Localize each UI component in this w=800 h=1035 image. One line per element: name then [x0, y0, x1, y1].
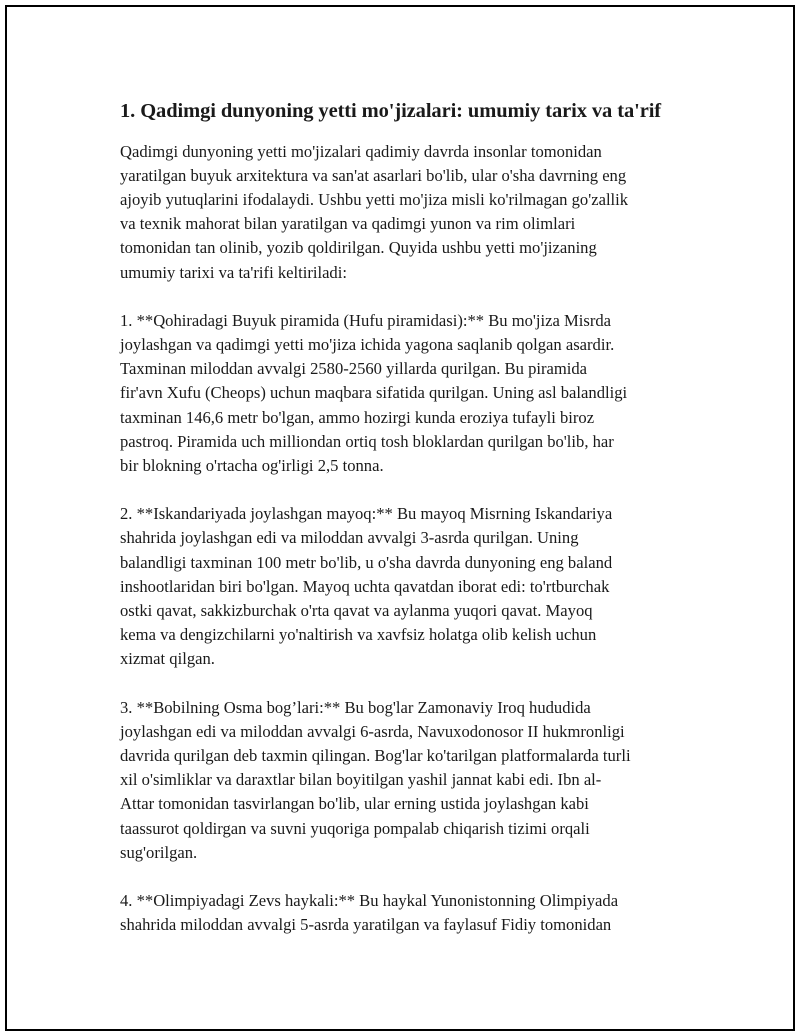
paragraph-great-pyramid: 1. **Qohiradagi Buyuk piramida (Hufu piramidasi):** Bu mo'jiza Misrda joylashgan va qadimgi yetti mo'jiza ichida yagona saqlanib qolgan asardir. Taxminan miloddan avvalgi 2580-2560 yillarda qurilgan. Bu piramida fir'avn Xufu (Cheops) uchun maqbara sifatida qurilgan. Uning asl balandligi taxminan 146,6 metr bo'lgan, ammo hozirgi kunda eroziya tufayli biroz pastroq. Piramida uch milliondan ortiq tosh bloklardan qurilgan bo'lib, har bir blokning o'rtacha og'irligi 2,5 tonna. [120, 310, 628, 476]
paragraph-intro: Qadimgi dunyoning yetti mo'jizalari qadimiy davrda insonlar tomonidan yaratilgan buyuk arxitektura va san'at asarlari bo'lib, ular o'sha davrning eng ajoyib yutuqlarini ifodalaydi. Ushbu yetti mo'jiza misli ko'rilmagan go'zallik va texnik mahorat bilan yaratilgan va qadimgi yunon va rim olimlari tomonidan tan olinib, yozib qoldirilgan. Quyida ushbu yetti mo'jizaning umumiy tarixi va ta'rifi keltiriladi: [120, 141, 629, 282]
document-title: 1. Qadimgi dunyoning yetti mo'jizalari: umumiy tarix va ta'rif [120, 100, 662, 122]
document-body [120, 99, 690, 961]
paragraph-hanging-gardens: 3. **Bobilning Osma bog’lari:** Bu bog'lar Zamonaviy Iroq hududida joylashgan edi va miloddan avvalgi 6-asrda, Navuxodonosor II hukmronligi davrida qurilgan deb taxmin qilingan. Bog'lar ko'tarilgan platformalarda turli xil o'simliklar va daraxtlar bilan boyitilgan yashil jannat kabi edi. Ibn al- Attar tomonidan tasvirlangan bo'lib, ular erning ustida joylashgan kabi taassurot qoldirgan va suvni yuqoriga pompalab chiqarish tizimi orqali sug'orilgan. [120, 697, 631, 862]
paragraph-statue-of-zeus: 4. **Olimpiyadagi Zevs haykali:** Bu haykal Yunonistonning Olimpiyada shahrida miloddan avvalgi 5-asrda yaratilgan va faylasuf Fidiy tomonidan [120, 891, 619, 935]
paragraph-lighthouse: 2. **Iskandariyada joylashgan mayoq:** Bu mayoq Misrning Iskandariya shahrida joylashgan edi va miloddan avvalgi 3-asrda qurilgan. Uning balandligi taxminan 100 metr bo'lib, u o'sha davrda dunyoning eng baland inshootlaridan biri bo'lgan. Mayoq uchta qavatdan iborat edi: to'rtburchak ostki qavat, sakkizburchak o'rta qavat va aylanma yuqori qavat. Mayoq kema va dengizchilarni yo'naltirish va xavfsiz holatga olib kelish uchun xizmat qilgan. [120, 504, 613, 669]
document-page [5, 5, 795, 1031]
